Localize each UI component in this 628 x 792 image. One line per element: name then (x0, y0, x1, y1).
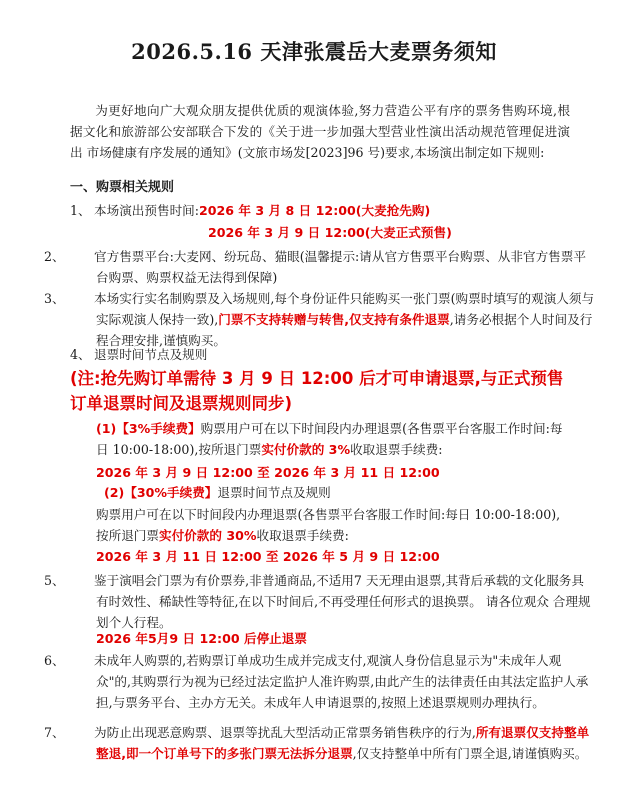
rule-number: 1、 (70, 203, 91, 218)
rule-number: 5、 (44, 573, 65, 588)
rule-item-3 (44, 288, 596, 351)
fee-30-period: 2026 年 3 月 11 日 12:00 至 2026 年 5 月 9 日 12:00 (96, 549, 440, 564)
fee-prefix: (1) (96, 421, 117, 436)
intro-paragraph: 为更好地向广大观众朋友提供优质的观演体验,努力营造公平有序的票务售购环境,根 据文化和旅游部公安部联合下发的《关于进一步加强大型营业性演出活动规范管理促进演出 市场健康有序发展的通知》(文旅市场发[2023]96 号)要求,本场演出制定如下规则: (70, 103, 570, 160)
rule-text: 本场演出预售时间: (94, 203, 199, 218)
rule-text: 为防止出现恶意购票、退票等扰乱大型活动正常票务销售秩序的行为, (94, 725, 476, 740)
fee-rate: 实付价款的 3% (261, 442, 351, 457)
fee-prefix: (2) (104, 485, 125, 500)
rule-item-7 (44, 722, 596, 764)
refund-stop-time: 2026 年5月9 日 12:00 后停止退票 (96, 631, 307, 646)
rule-number: 3、 (44, 291, 65, 306)
rule-number: 2、 (44, 249, 65, 264)
refund-notice: (注:抢先购订单需待 3 月 9 日 12:00 后才可申请退票,与正式预售订单退票时间及退票规则同步) (70, 369, 564, 413)
rule-text: 未成年人购票的,若购票订单成功生成并完成支付,观演人身份信息显示为"未成年人观众"的,其购票行为视为已经过法定监护人准许购票,由此产生的法律责任由其法定监护人承担,与票务平台、主办方无关。未成年人申请退票的,按照上述退票规则办理执行。 (94, 653, 589, 710)
page-title: 2026.5.16 天津张震岳大麦票务须知 (131, 39, 497, 64)
fee-rate: 实付价款的 30% (158, 528, 257, 543)
rule-text-tail: ,请务必根据个人时间及行程合理安排,谨慎购买。 (96, 312, 593, 348)
fee-tag: 【3%手续费】 (116, 421, 201, 436)
fee-tag: 【30%手续费】 (124, 485, 218, 500)
rule-number: 6、 (44, 653, 65, 668)
section-heading: 一、购票相关规则 (70, 180, 175, 195)
fee-text-tail: 收取退票手续费: (350, 442, 443, 457)
presale-time-2: 2026 年 3 月 9 日 12:00(大麦正式预售) (208, 225, 452, 240)
fee-30-block (96, 504, 570, 546)
rule-number: 7、 (44, 725, 65, 740)
rule-item-2 (44, 246, 596, 288)
fee-3-period: 2026 年 3 月 9 日 12:00 至 2026 年 3 月 11 日 12:00 (96, 465, 440, 480)
rule-highlight: 门票不支持转赠与转售,仅支持有条件退票 (218, 312, 450, 327)
rule-item-5 (44, 570, 596, 633)
fee-text: 购票用户可在以下时间段内办理退票(各售票平台客服工作时间:每日 10:00-18:00),按所退门票 (96, 507, 561, 543)
rule-item-6 (44, 650, 596, 713)
fee-text-tail: 收取退票手续费: (256, 528, 349, 543)
fee-text: 购票用户可在以下时间段内办理退票(各售票平台客服工作时间:每日 10:00-18:00),按所退门票 (96, 421, 563, 457)
rule-text-tail: ,仅支持整单中所有门票全退,请谨慎购买。 (352, 746, 588, 761)
presale-time-1: 2026 年 3 月 8 日 12:00(大麦抢先购) (199, 203, 431, 218)
fee-3-block (96, 418, 570, 460)
rule-item-4 (70, 344, 570, 365)
rule-item-1 (70, 200, 570, 221)
rule-text: 退票时间节点及规则 (94, 347, 208, 362)
rule-text: 官方售票平台:大麦网、纷玩岛、猫眼(温馨提示:请从官方售票平台购票、从非官方售票平台购票、购票权益无法得到保障) (94, 249, 586, 285)
fee-30-head (104, 482, 570, 503)
rule-highlight: 所有退票仅支持整单整退,即一个订单号下的多张门票无法拆分退票 (96, 725, 590, 761)
rule-text: 鉴于演唱会门票为有价票券,非普通商品,不适用7 天无理由退票,其背后承载的文化服务具有时效性、稀缺性等特征,在以下时间后,不再受理任何形式的退换票。 请各位观众 合理规划个人行程。 (94, 573, 591, 630)
rule-number: 4、 (70, 347, 91, 362)
rule-text: 本场实行实名制购票及入场规则,每个身份证件只能购买一张门票(购票时填写的观演人须与实际观演人保持一致), (94, 291, 595, 327)
fee-head-text: 退票时间节点及规则 (217, 485, 331, 500)
